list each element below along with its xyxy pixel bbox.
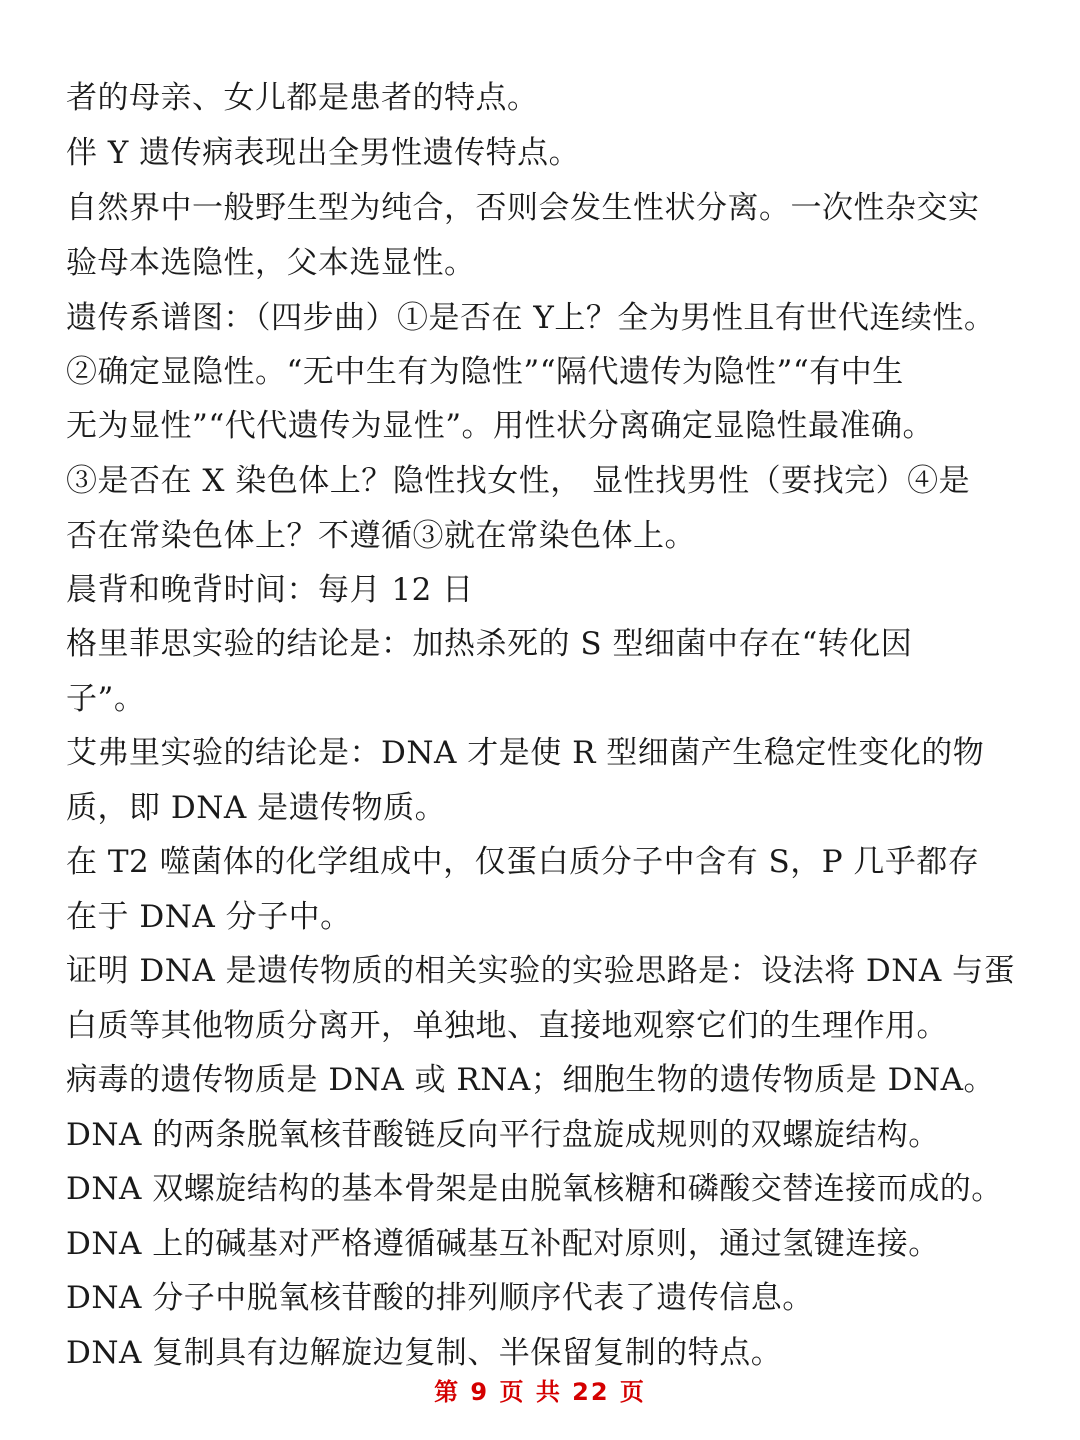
text-line: 病毒的遗传物质是 DNA 或 RNA；细胞生物的遗传物质是 DNA。: [66, 1062, 996, 1098]
text-line: 否在常染色体上？不遵循③就在常染色体上。: [66, 518, 696, 554]
text-line: 遗传系谱图：（四步曲）①是否在 Y上？全为男性且有世代连续性。: [66, 300, 996, 336]
text-line: 白质等其他物质分离开，单独地、直接地观察它们的生理作用。: [66, 1008, 948, 1044]
text-line: 晨背和晚背时间：每月 12 日: [66, 572, 474, 608]
text-line: ②确定显隐性。“无中生有为隐性”“隔代遗传为隐性”“有中生: [66, 354, 904, 390]
text-line: 子”。: [66, 681, 146, 717]
text-line: DNA 双螺旋结构的基本骨架是由脱氧核糖和磷酸交替连接而成的。: [66, 1171, 1003, 1207]
text-line: 无为显性”“代代遗传为显性”。用性状分离确定显隐性最准确。: [66, 408, 935, 444]
text-line: DNA 复制具有边解旋边复制、半保留复制的特点。: [66, 1335, 783, 1371]
text-line: 自然界中一般野生型为纯合，否则会发生性状分离。一次性杂交实: [66, 190, 980, 226]
text-line: 证明 DNA 是遗传物质的相关实验的实验思路是：设法将 DNA 与蛋: [66, 953, 1016, 989]
text-line: 在于 DNA 分子中。: [66, 899, 352, 935]
text-line: 格里菲思实验的结论是：加热杀死的 S 型细菌中存在“转化因: [66, 626, 913, 662]
text-line: 伴 Y 遗传病表现出全男性遗传特点。: [66, 135, 581, 171]
text-line: 艾弗里实验的结论是：DNA 才是使 R 型细菌产生稳定性变化的物: [66, 735, 985, 771]
text-line: DNA 的两条脱氧核苷酸链反向平行盘旋成规则的双螺旋结构。: [66, 1117, 940, 1153]
page-number: 第 9 页 共 22 页: [434, 1378, 646, 1406]
text-line: ③是否在 X 染色体上？隐性找女性， 显性找男性（要找完）④是: [66, 463, 971, 499]
text-line: 者的母亲、女儿都是患者的特点。: [66, 80, 539, 116]
text-line: 质，即 DNA 是遗传物质。: [66, 790, 447, 826]
text-line: DNA 上的碱基对严格遵循碱基互补配对原则，通过氢键连接。: [66, 1226, 940, 1262]
text-line: 验母本选隐性，父本选显性。: [66, 245, 476, 281]
text-line: 在 T2 噬菌体的化学组成中，仅蛋白质分子中含有 S，P 几乎都存: [66, 844, 980, 880]
text-line: DNA 分子中脱氧核苷酸的排列顺序代表了遗传信息。: [66, 1280, 814, 1316]
